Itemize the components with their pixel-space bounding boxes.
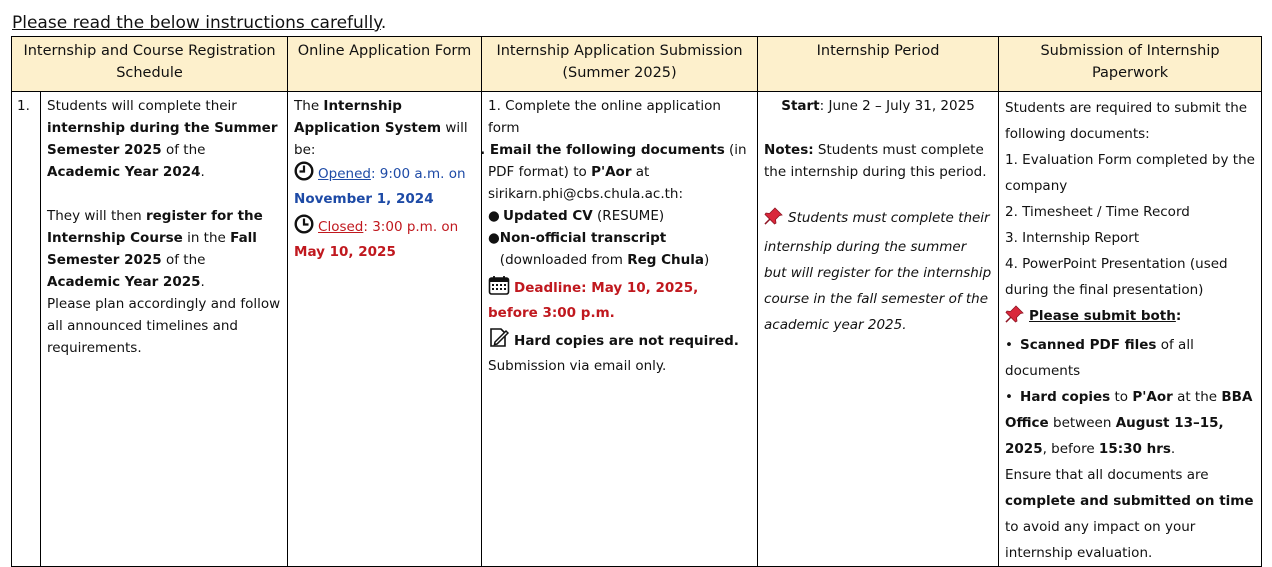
list-item: 3. Internship Report <box>1005 230 1140 246</box>
closed-label: Closed <box>318 219 364 235</box>
calendar-icon <box>488 275 510 302</box>
list-item: 4. PowerPoint Presentation (used during the final presentation) <box>1005 256 1228 298</box>
cell-online-form <box>288 92 482 567</box>
header-application-submission: Internship Application Submission (Summer 2025) <box>482 37 758 92</box>
notes-line: Notes: Students must complete the internship during this period. <box>764 142 987 180</box>
list-item: ● Updated CV (RESUME) <box>488 208 665 224</box>
instructions-heading: Please read the below instructions carefully. <box>12 13 387 33</box>
cell-application-submission <box>482 92 758 567</box>
start-line: Start: June 2 – July 31, 2025 <box>781 98 975 114</box>
schedule-paragraph-1: Students will complete their internship during the Summer Semester 2025 of the Academic Year 2024. <box>47 98 278 180</box>
list-item: ● Non-official transcript (downloaded from Reg Chula) <box>488 230 710 268</box>
list-item: • Scanned PDF files of all documents <box>1005 337 1194 379</box>
list-item: 1. Evaluation Form completed by the company <box>1005 152 1255 194</box>
clock-icon <box>294 214 314 241</box>
ensure-note: Ensure that all documents are complete and submitted on time to avoid any impact on your internship evaluation. <box>1005 467 1254 561</box>
opened-line: Opened: 9:00 a.m. on November 1, 2024 <box>294 161 475 210</box>
cell-internship-period <box>758 92 999 567</box>
header-online-form: Online Application Form <box>288 37 482 92</box>
step-2: . Email the following documents (in PDF format) to P'Aor at <box>480 142 747 180</box>
hard-copies-line: Hard copies are not required. <box>488 326 751 355</box>
header-paperwork: Submission of Internship Paperwork <box>999 37 1262 92</box>
schedule-table <box>11 36 1262 567</box>
schedule-paragraph-3: Please plan accordingly and follow all announced timelines and requirements. <box>47 296 281 356</box>
note-edit-icon <box>488 326 510 355</box>
cell-schedule <box>41 92 288 567</box>
cell-paperwork <box>999 92 1262 567</box>
step-1: 1. Complete the online application form <box>488 98 721 136</box>
list-item: • Hard copies to P'Aor at the BBA Office between August 13–15, 2025, before 15:30 hrs. <box>1005 389 1253 457</box>
pushpin-icon <box>1005 305 1025 332</box>
row-number: 1. <box>12 92 41 567</box>
clock-icon <box>294 161 314 188</box>
system-intro: The Internship Application System will be: <box>294 98 468 158</box>
list-item: 2. Timesheet / Time Record <box>1005 204 1190 220</box>
email-address: sirikarn.phi@cbs.chula.ac.th: <box>488 186 684 202</box>
header-internship-period: Internship Period <box>758 37 999 92</box>
submission-note: Submission via email only. <box>488 358 667 374</box>
paperwork-intro: Students are required to submit the following documents: <box>1005 100 1248 142</box>
schedule-paragraph-2: They will then register for the Internship Course in the Fall Semester 2025 of the Academic Year 2025. <box>47 208 263 290</box>
pushpin-icon <box>764 207 784 234</box>
closed-line: Closed: 3:00 p.m. on May 10, 2025 <box>294 214 475 263</box>
table-row <box>12 92 1262 567</box>
pin-note: Students must complete their internship during the summer but will register for the internship course in the fall semester of the academic year 2025. <box>764 205 992 338</box>
submit-both-line: Please submit both: <box>1005 303 1255 332</box>
header-schedule: Internship and Course Registration Schedule <box>12 37 288 92</box>
header-row <box>12 37 1262 92</box>
opened-label: Opened <box>318 166 371 182</box>
deadline-line: Deadline: May 10, 2025, before 3:00 p.m. <box>488 275 751 324</box>
